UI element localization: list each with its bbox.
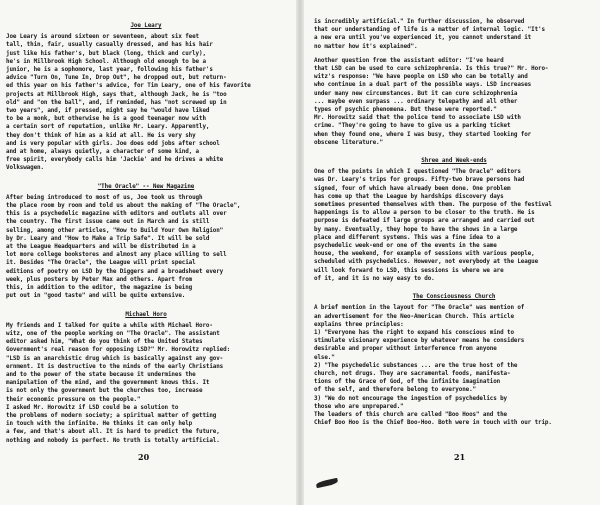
text-line: at the League Headquarters and will be distributed in a xyxy=(6,244,196,251)
text-line: editions of poetry on LSD by the Diggers and a broadsheet every xyxy=(6,268,224,275)
text-line: house, the weekend, for example of sessions with various people, xyxy=(314,251,535,258)
text-line: Joe Leary is around sixteen or seventeen, about six feet xyxy=(6,34,200,41)
text-line: Government's real reason for opposing LSD?" Mr. Horowitz replied: xyxy=(6,347,231,354)
text-line: tions of the Grace of God, of the infinite imagination xyxy=(314,379,501,386)
text-line: will look forward to LSD, this sessions is where we are xyxy=(314,267,504,274)
text-line: this is a psychedelic magazine with editors and outlets all over xyxy=(6,211,227,218)
text-line: under many new circumstances. But it can cure schizophrenia xyxy=(314,90,518,97)
text-line: they don't think of him as a kid at all. He is very shy xyxy=(6,132,196,139)
text-line: church, not drugs. They are sacramental foods, manifesta- xyxy=(314,370,511,377)
page-gutter xyxy=(296,0,304,505)
text-line: psychedelic week-end or one of the events in the same xyxy=(314,243,497,250)
text-line: A brief mention in the layout for "The Oracle" was mention of xyxy=(314,305,525,312)
text-line: ernment. It is destructive to the minds of the early Christians xyxy=(6,363,224,370)
text-line: it. Besides "The Oracle", the League will print special xyxy=(6,260,196,267)
text-line: happenings is to allow a person to be closer to the truth. He is xyxy=(314,210,535,217)
text-line: The leaders of this church are called "Boo Hoos" and the xyxy=(314,411,508,418)
right-page-number: 21 xyxy=(454,452,466,462)
text-line: purpose is defeated if large groups are arranged and carried out xyxy=(314,218,535,225)
text-line: is not only the government but the churches too, increase xyxy=(6,388,203,395)
text-line: selling, among other articles, "How to Build Your Own Religion" xyxy=(6,227,224,234)
text-line: the problems of modern society; a spiritual matter of getting xyxy=(6,412,217,419)
section-heading: The Consciousness Church xyxy=(412,294,496,301)
text-line: 1) "Everyone has the right to expand his conscious mind to xyxy=(314,329,514,336)
text-line: by Dr. Leary and "How to Make a Trip Safe". It will be sold xyxy=(6,235,210,242)
text-line: 3) "We do not encourage the ingestion of psychedelics by xyxy=(314,395,508,402)
paragraph xyxy=(6,194,286,301)
text-line: 2) "The psychedelic substances ... are the true host of the xyxy=(314,362,518,369)
text-line: signed, four of which have already been done. One problem xyxy=(314,185,511,192)
text-line: old" and "on the ball", and, if reminded, has "not screwed up in xyxy=(6,99,227,106)
text-line: and to the power of the state because it undermines the xyxy=(6,371,196,378)
text-line: ed this year on his father's advice, for Tim Leary, one of his favorite xyxy=(6,83,251,90)
text-line: Another question from the assistant editor: "I've heard xyxy=(314,57,504,64)
text-line: scheduled with psychedelics. However, not everybody at the League xyxy=(314,259,539,266)
text-line: Mr. Horowitz said that the police tend to associate LSD with xyxy=(314,115,521,122)
text-line: else." xyxy=(314,354,335,361)
text-line: lot more college bookstores and almost any place willing to sell xyxy=(6,252,227,259)
text-line: sometimes presented themselves with them. The purpose of the festival xyxy=(314,202,552,209)
text-line: he's in Millbrook High School. Although old enough to be a xyxy=(6,58,206,65)
text-line: of the self, and therefore belong to everyone." xyxy=(314,387,476,394)
section-heading: Shree and Week-ends xyxy=(421,158,487,165)
text-line: of it, and it is no way easy to do. xyxy=(314,275,435,282)
text-line: when they found one, where I was busy, they started looking for xyxy=(314,131,532,138)
text-line: an advertisement for the Neo-American Church. This article xyxy=(314,313,514,320)
text-line: editor asked him, "What do you think of the United States xyxy=(6,339,203,346)
text-line: free spirit, everybody calls him 'Jackie' and he drives a white xyxy=(6,157,224,164)
text-line: manipulation of the mind, and the government knows this. It xyxy=(6,380,210,387)
text-line: Volkswagen. xyxy=(6,165,44,172)
text-line: My friends and I talked for quite a while with Michael Horo- xyxy=(6,322,213,329)
text-line: crime. "They're going to have to give us a parking ticket xyxy=(314,123,511,130)
text-line: Chief Boo Hoo is the Chief Boo-Hoo. Both were in touch with our trip. xyxy=(314,420,552,427)
text-line: in touch with the infinite. He thinks it can only help xyxy=(6,421,193,428)
section-heading: "The Oracle" -- New Magazine xyxy=(97,183,195,190)
section-heading: Michael Horo xyxy=(125,311,167,318)
paragraph xyxy=(314,57,594,147)
left-page-number: 20 xyxy=(138,452,150,462)
right-page xyxy=(314,18,594,488)
left-page xyxy=(6,18,286,488)
paragraph xyxy=(6,33,286,172)
text-line: nothing and nobody is perfect. No truth is totally artificial. xyxy=(6,437,220,444)
text-line: advice "Turn On, Tune In, Drop Out", he dropped out, but return- xyxy=(6,75,227,82)
text-line: witz, one of the people working on "The Oracle". The assistant xyxy=(6,330,220,337)
text-line: those who are unprepared." xyxy=(314,403,404,410)
text-line: to be a monk, but otherwise he is a good teenager now with xyxy=(6,116,206,123)
text-line: that LSD can be used to cure schizophrenia. Is this true?" Mr. Horo- xyxy=(314,66,549,73)
text-line: is incredibly artificial." In further discussion, he observed xyxy=(314,19,525,25)
paragraph xyxy=(314,168,594,283)
text-line: tall, thin, fair, usually casually dressed, and has his hair xyxy=(6,42,213,49)
text-line: their economic pressure on the people." xyxy=(6,396,141,403)
text-line: One of the points in which I questioned "The Oracle" editors xyxy=(314,169,521,176)
paragraph xyxy=(314,304,594,427)
text-line: the country. The first issue came out in March and is still xyxy=(6,219,210,226)
text-line: who continue in a dual part of the possible ways. LSD increases xyxy=(314,82,532,89)
text-line: that our understanding of life is a matter of internal logic. "It's xyxy=(314,27,545,34)
text-line: has come up that the League by hardships discovery days xyxy=(314,193,504,200)
text-line: no matter how it's explained". xyxy=(314,43,418,50)
text-line: witz's response: "We have people on LSD who can be totally and xyxy=(314,74,528,81)
text-line: two years", and, if pressed, might say he "would have liked xyxy=(6,108,210,115)
text-line: a new era until you've experienced it, you cannot understand it xyxy=(314,35,532,42)
text-line: place and different systems. This was a fine idea to a xyxy=(314,234,501,241)
text-line: this, in addition to the editor, the magazine is being xyxy=(6,285,193,292)
text-line: "LSD is an anarchistic drug which is basically against any gov- xyxy=(6,355,224,362)
text-line: types of psychic phenomena. But these were reported." xyxy=(314,107,497,114)
text-line: and is very popular with girls. Joe does odd jobs after school xyxy=(6,140,220,147)
text-line: the place room by room and told us about the making of "The Oracle", xyxy=(6,203,241,210)
text-line: After being introduced to most of us, Joe took us through xyxy=(6,194,203,201)
text-line: just like his father's, but black (long, thick and curly), xyxy=(6,50,206,57)
text-line: week, plus posters by Peter Max and others. Apart from xyxy=(6,276,193,283)
text-line: projects at Millbrook High, says that, although Jack, he is "too xyxy=(6,91,227,98)
text-line: ... maybe even surpass ... ordinary telepathy and all other xyxy=(314,98,518,105)
section-heading: Joe Leary xyxy=(130,23,162,29)
text-line: I asked Mr. Horowitz if LSD could be a solution to xyxy=(6,404,179,411)
text-line: obscene literature." xyxy=(314,139,383,146)
text-line: stimulate visionary experience by whatever means he considers xyxy=(314,338,525,345)
text-line: desirable and proper without interference from anyone xyxy=(314,346,497,353)
text-line: explains three principles: xyxy=(314,321,404,328)
paragraph xyxy=(6,322,286,445)
text-line: and at home, always quietly, a character of some kind, a xyxy=(6,149,200,156)
text-line: a few, and that's about all. It is hard to predict the future, xyxy=(6,429,220,436)
text-line: put out in "good taste" and will be quite extensive. xyxy=(6,293,186,300)
text-line: by many. Eventually, they hope to have the shows in a large xyxy=(314,226,518,233)
text-line: junior, he is a sophomore, last year, following his father's xyxy=(6,67,213,74)
paragraph xyxy=(314,18,594,51)
text-line: was Dr. Leary's trips for groups. Fifty-two brave persons had xyxy=(314,177,525,184)
text-line: a certain sort of reputation, unlike Mr. Leary. Apparently, xyxy=(6,124,210,131)
